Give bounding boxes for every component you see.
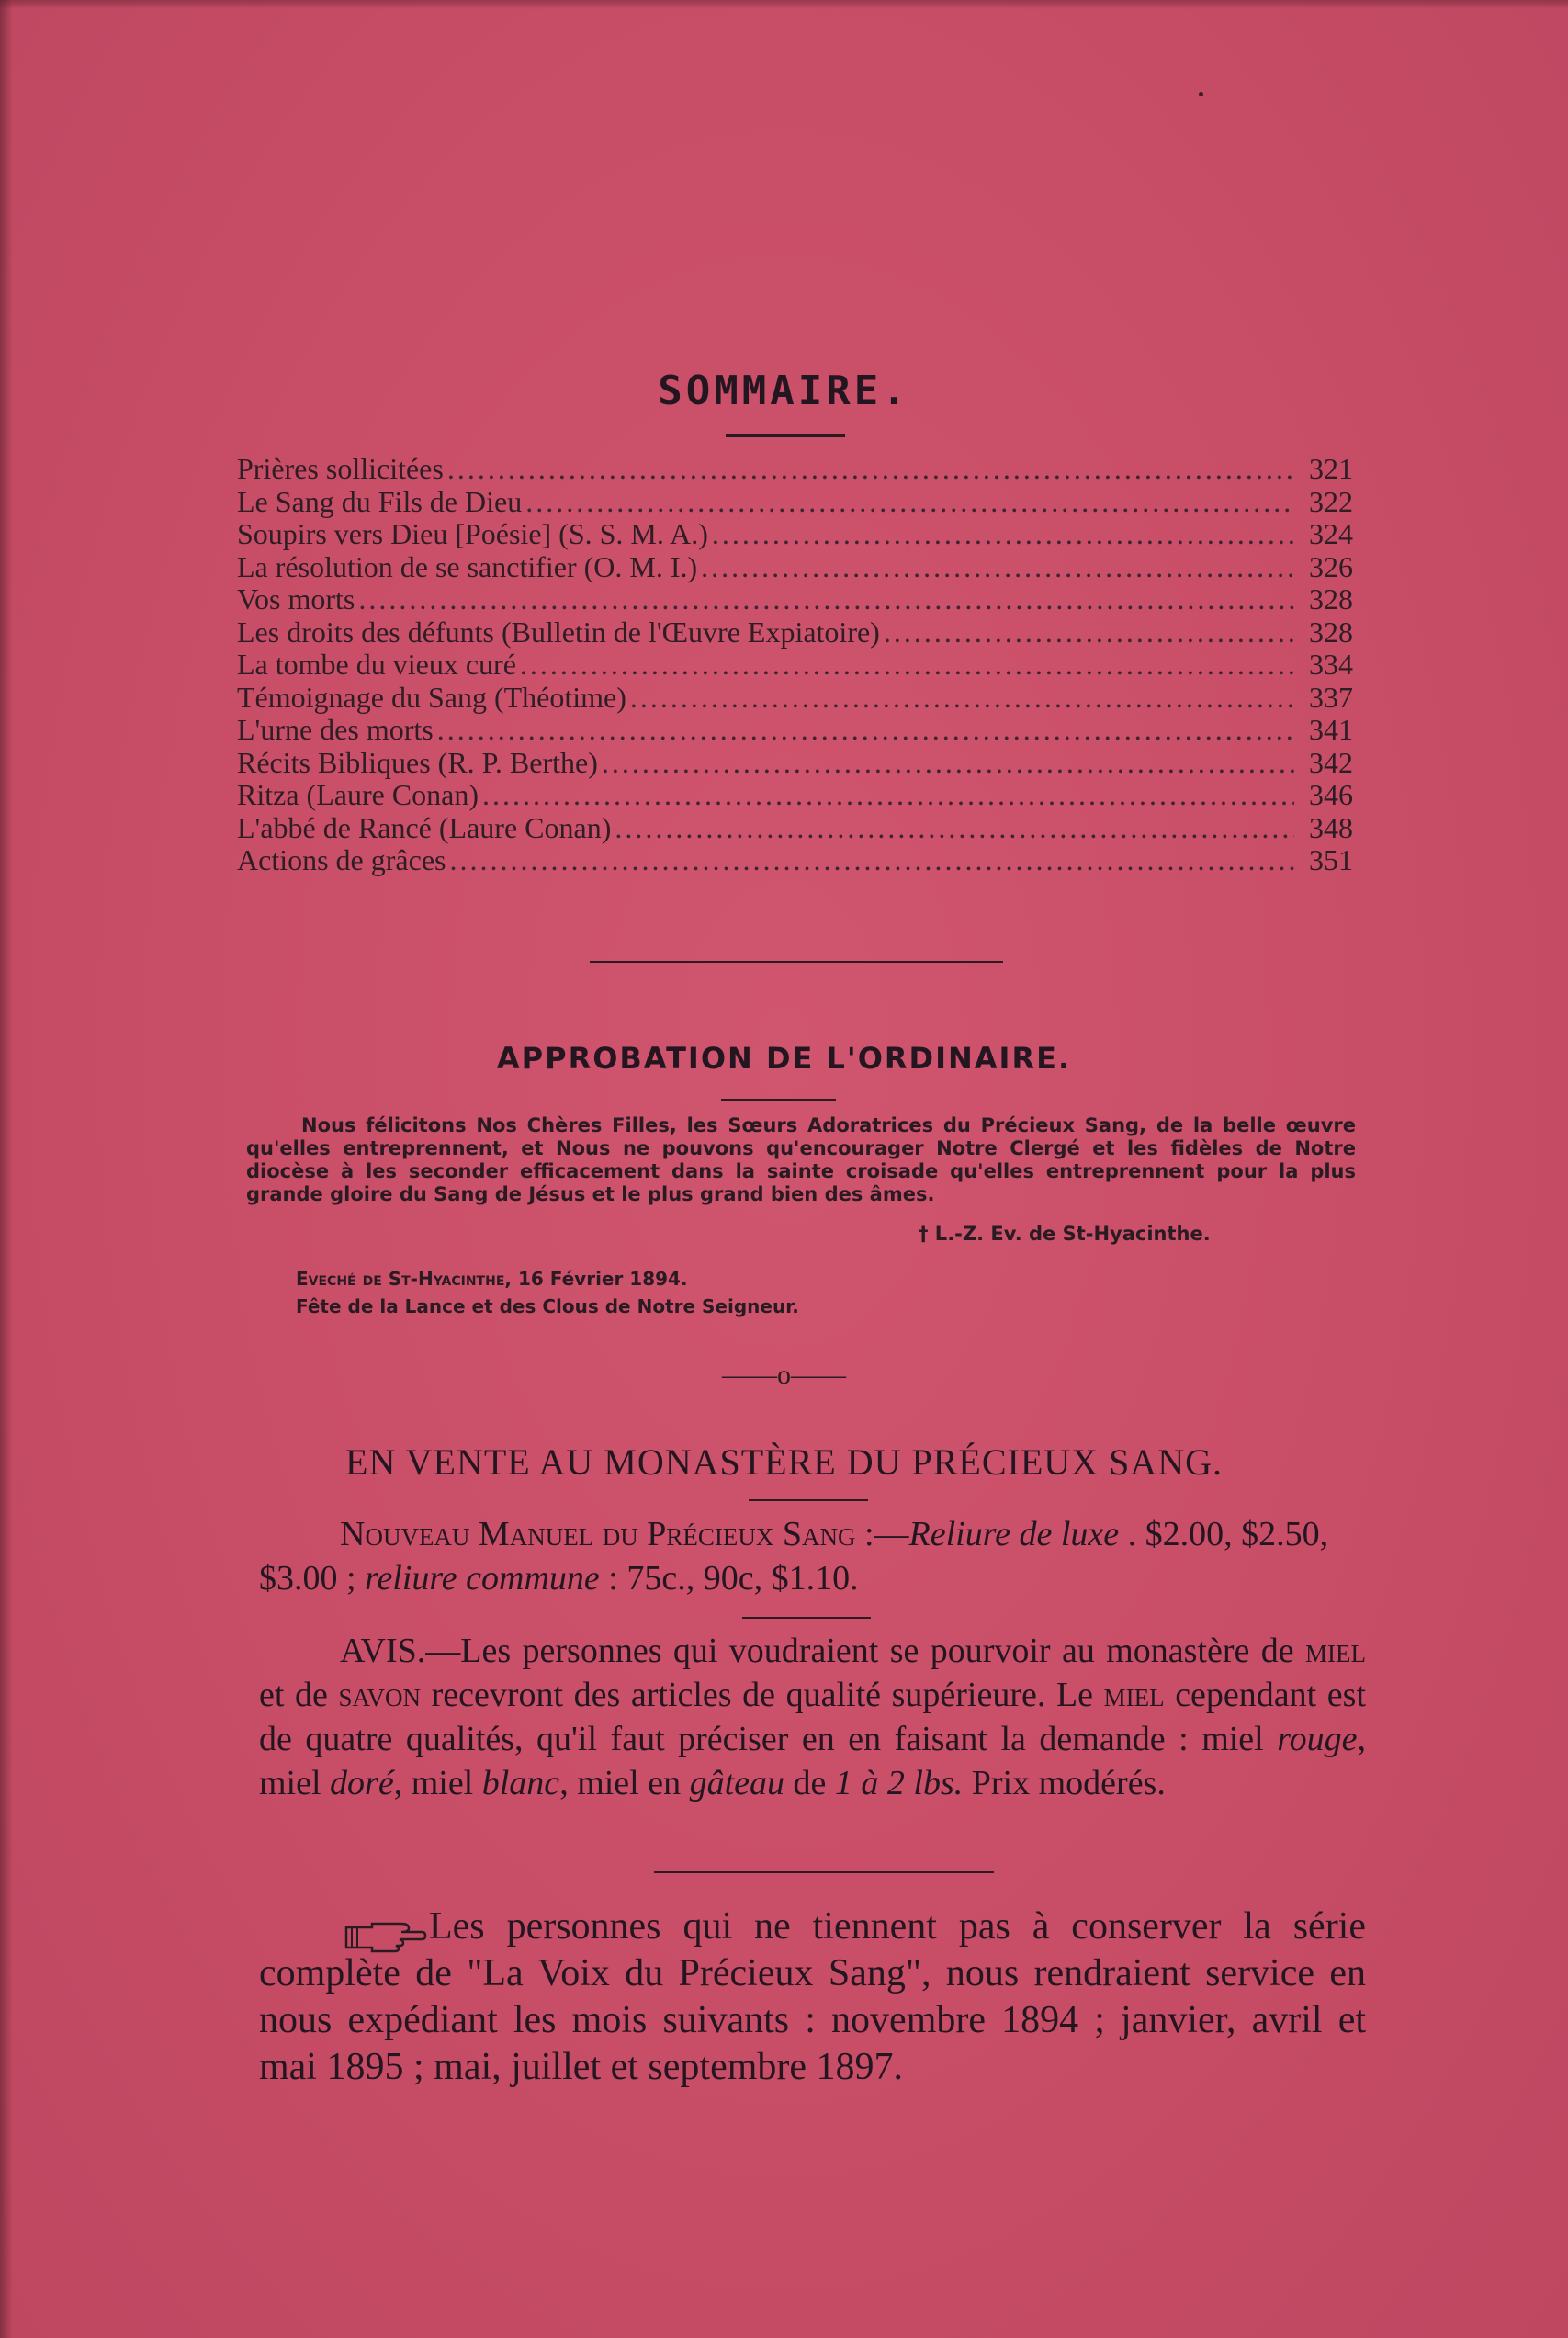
- avis-segment: —Les personnes qui voudraient se pourvoir au monastère de: [425, 1632, 1306, 1670]
- avis-miel: miel: [1305, 1632, 1366, 1670]
- vente-rule: [749, 1499, 868, 1501]
- toc-entry-label: La résolution de se sanctifier (O. M. I.): [237, 549, 698, 583]
- avis-gateau: gâteau: [689, 1764, 785, 1802]
- page-top-shadow: [0, 0, 1568, 9]
- commune-label: reliure commune: [365, 1559, 600, 1598]
- toc-entry-page: 326: [1309, 549, 1353, 583]
- toc-entry-label: Vos morts: [237, 582, 355, 616]
- manuel-title: Nouveau Manuel du Précieux Sang: [340, 1515, 856, 1553]
- approbation-place: Eveché de St-Hyacinthe: [296, 1268, 505, 1290]
- toc-leader: [884, 616, 1294, 649]
- toc-entry-label: Prières sollicitées: [237, 452, 444, 485]
- toc-entry-page: 342: [1309, 745, 1353, 779]
- toc-entry-page: 334: [1309, 648, 1353, 681]
- page-edge-shadow: [0, 0, 13, 2338]
- avis-text: [259, 1629, 1366, 1805]
- avis-segment: , miel: [259, 1720, 1366, 1802]
- toc-entry-label: Soupirs vers Dieu [Poésie] (S. S. M. A.): [237, 517, 708, 550]
- toc-entry[interactable]: [237, 616, 1353, 649]
- toc-entry-page: 348: [1309, 810, 1353, 844]
- table-of-contents: [237, 453, 1353, 877]
- notice-text: Les personnes qui ne tiennent pas à conserver la série complète de "La Voix du Précieux Sang", nous rendraient service en nous expédiant les mois suivants : novembre 1894 ; janvier, avril et mai 1895 ; mai, juillet et septembre 1897.: [259, 1905, 1366, 2088]
- toc-entry-page: 324: [1309, 517, 1353, 550]
- toc-entry[interactable]: [237, 486, 1353, 519]
- avis-savon: savon: [338, 1676, 421, 1714]
- luxe-prices: $2.00, $2.50, $3.00 ;: [259, 1515, 1329, 1598]
- toc-entry-label: Ritza (Laure Conan): [237, 778, 479, 811]
- approbation-rule: [721, 1099, 836, 1101]
- toc-entry-page: 346: [1309, 778, 1353, 811]
- approbation-date: , 16 Février 1894.: [504, 1268, 688, 1290]
- toc-leader: [712, 518, 1294, 551]
- avis-blanc: blanc: [481, 1764, 560, 1802]
- approbation-text: Nous félicitons Nos Chères Filles, les Sœurs Adoratrices du Précieux Sang, de la belle œuvre qu'elles entreprennent, et Nous ne pouvons qu'encourager Notre Clergé et les fidèles de Notre diocèse à les seconder efficacement dans la sainte croisade qu'elles entreprennent pour la plus grande gloire du Sang de Jésus et le plus grand bien des âmes.: [246, 1114, 1356, 1205]
- toc-entry-page: 351: [1309, 843, 1353, 876]
- approbation-body: [246, 1114, 1356, 1206]
- avis-lead: AVIS.: [340, 1632, 426, 1670]
- avis-segment: de: [784, 1764, 835, 1802]
- toc-entry-label: Témoignage du Sang (Théotime): [237, 680, 626, 714]
- luxe-label: Reliure de luxe: [908, 1515, 1120, 1553]
- toc-leader: [525, 486, 1294, 519]
- toc-leader: [615, 812, 1294, 845]
- avis-segment: , miel: [393, 1764, 482, 1802]
- commune-prices: : 75c., 90c, $1.10.: [599, 1559, 859, 1598]
- toc-entry-label: Actions de grâces: [237, 843, 446, 876]
- approbation-place-date: [296, 1265, 939, 1320]
- toc-leader: [482, 779, 1294, 812]
- toc-leader: [520, 649, 1294, 682]
- ornamental-separator: ——o——: [722, 1360, 846, 1390]
- manuel-separator: :—: [855, 1515, 909, 1553]
- luxe-separator: .: [1119, 1515, 1137, 1553]
- avis-segment: et de: [259, 1676, 339, 1714]
- title-rule: [726, 434, 845, 437]
- toc-entry-label: La tombe du vieux curé: [237, 648, 516, 681]
- toc-entry[interactable]: [237, 518, 1353, 551]
- avis-segment: recevront des articles de qualité supérieure. Le: [421, 1676, 1104, 1714]
- sommaire-title: SOMMAIRE.: [658, 367, 910, 414]
- toc-entry[interactable]: [237, 551, 1353, 584]
- toc-entry-label: L'urne des morts: [237, 713, 434, 746]
- toc-entry-page: 321: [1309, 452, 1353, 485]
- toc-entry-page: 322: [1309, 484, 1353, 518]
- manuel-line: [259, 1512, 1366, 1600]
- toc-leader: [701, 551, 1294, 584]
- toc-entry-page: 341: [1309, 713, 1353, 746]
- toc-entry-page: 328: [1309, 582, 1353, 616]
- toc-entry-label: Le Sang du Fils de Dieu: [237, 484, 523, 518]
- avis-segment: Prix modérés.: [963, 1764, 1166, 1802]
- approbation-place-line: [296, 1265, 939, 1293]
- toc-leader: [630, 682, 1294, 715]
- avis-paragraph: [259, 1629, 1366, 1805]
- toc-leader: [447, 453, 1294, 486]
- avis-dore: doré: [330, 1764, 394, 1802]
- avis-miel: miel: [1103, 1676, 1165, 1714]
- toc-entry-label: Les droits des défunts (Bulletin de l'Œuvre Expiatoire): [237, 615, 880, 649]
- toc-entry[interactable]: [237, 779, 1353, 812]
- toc-entry[interactable]: [237, 812, 1353, 845]
- avis-lbs: 1 à 2 lbs.: [834, 1764, 964, 1802]
- approbation-signature: † L.-Z. Ev. de St-Hyacinthe.: [919, 1223, 1211, 1245]
- toc-leader: [437, 714, 1294, 747]
- avis-segment: , miel en: [559, 1764, 690, 1802]
- toc-leader: [358, 583, 1294, 616]
- toc-entry[interactable]: [237, 583, 1353, 616]
- toc-entry[interactable]: [237, 844, 1353, 877]
- toc-entry[interactable]: [237, 714, 1353, 747]
- notice-paragraph: [259, 1903, 1366, 2091]
- paper-speck: [1199, 92, 1203, 96]
- vente-title: EN VENTE AU MONASTÈRE DU PRÉCIEUX SANG.: [345, 1441, 1223, 1483]
- toc-entry[interactable]: [237, 453, 1353, 486]
- toc-entry-label: L'abbé de Rancé (Laure Conan): [237, 810, 612, 844]
- section-divider: [590, 961, 1003, 963]
- toc-leader: [449, 844, 1294, 877]
- avis-rouge: rouge: [1277, 1720, 1358, 1758]
- toc-entry-page: 337: [1309, 680, 1353, 714]
- toc-entry[interactable]: [237, 682, 1353, 715]
- toc-entry[interactable]: [237, 747, 1353, 780]
- toc-leader: [602, 747, 1294, 780]
- avis-rule: [742, 1617, 871, 1619]
- approbation-title: APPROBATION DE L'ORDINAIRE.: [496, 1041, 1072, 1076]
- toc-entry-page: 328: [1309, 615, 1353, 649]
- approbation-feast: Fête de la Lance et des Clous de Notre Seigneur.: [296, 1295, 799, 1317]
- avis-segment: cependant est de quatre qualités, qu'il faut préciser en en faisant la demande : miel: [259, 1676, 1367, 1758]
- toc-entry-label: Récits Bibliques (R. P. Berthe): [237, 745, 598, 779]
- notice-divider: [654, 1871, 994, 1873]
- toc-entry[interactable]: [237, 649, 1353, 682]
- manuel-offer: [259, 1512, 1366, 1600]
